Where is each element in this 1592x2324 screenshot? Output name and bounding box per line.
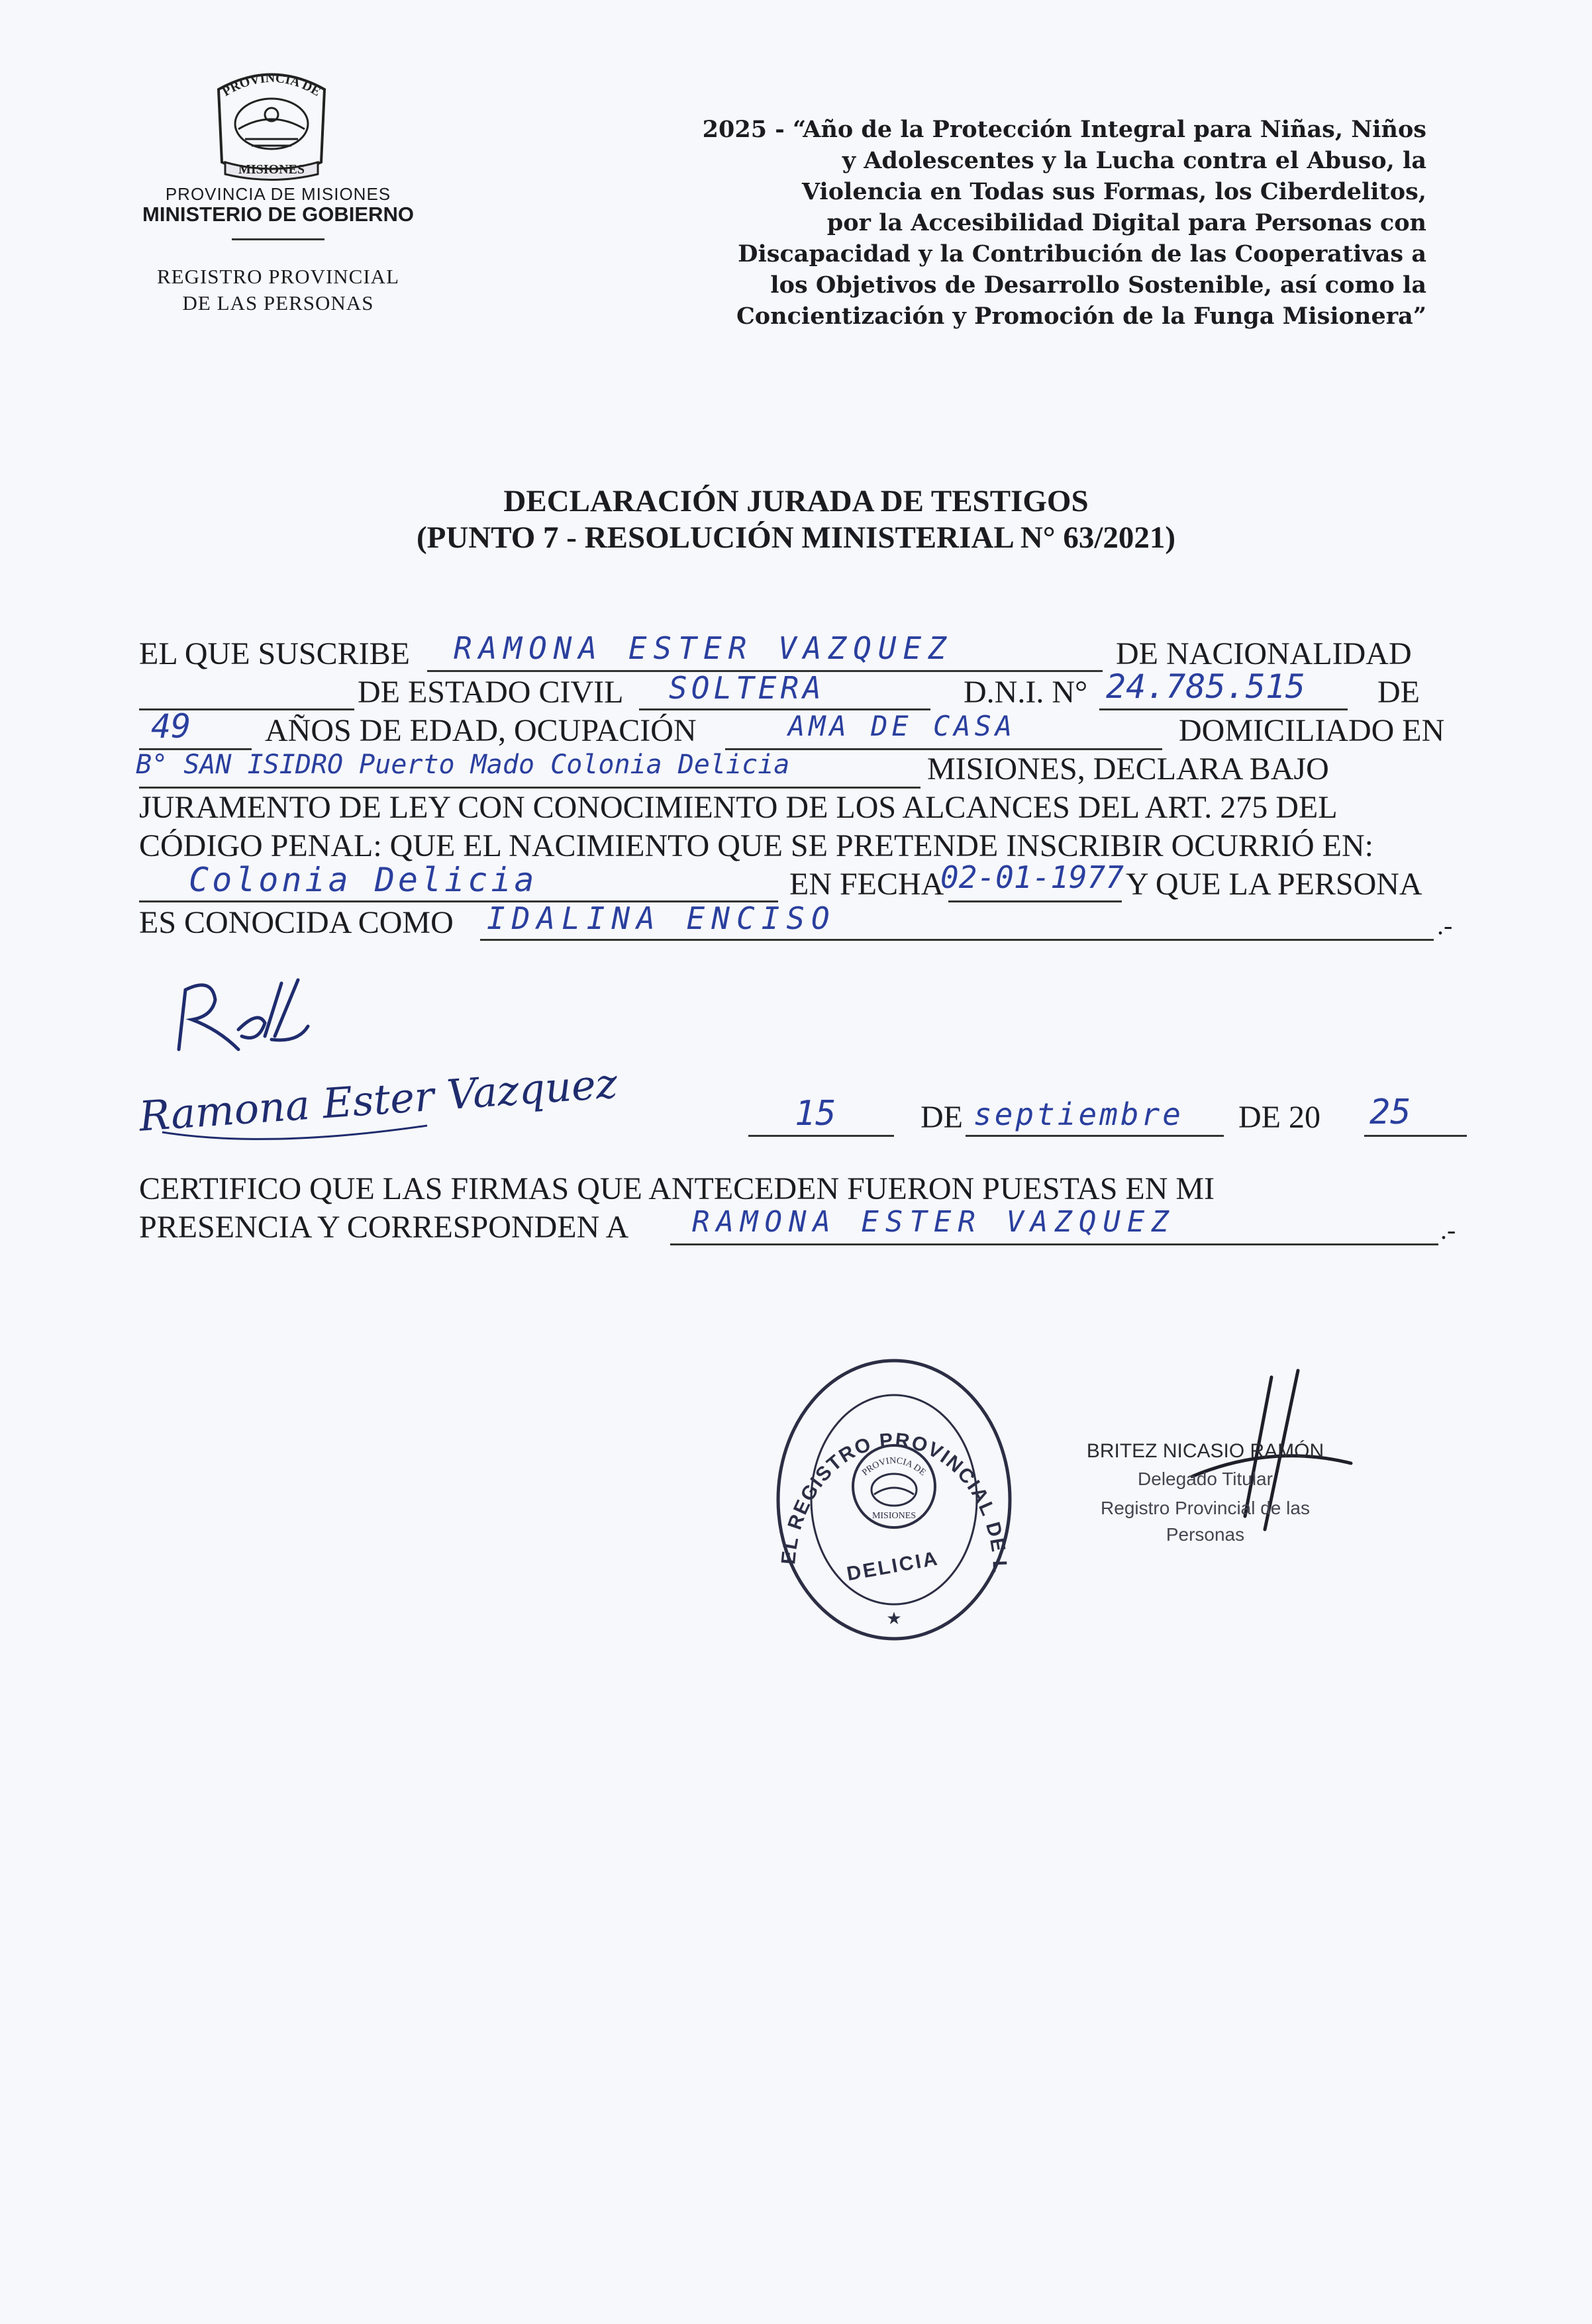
official-office-line2: Personas — [1166, 1524, 1245, 1545]
letterhead-divider — [232, 238, 324, 240]
motto-line: los Objetivos de Desarrollo Sostenible, así como la — [770, 271, 1426, 299]
registry-seal-stamp — [768, 1354, 1020, 1645]
motto-line: y Adolescentes y la Lucha contra el Abuso, la — [842, 147, 1426, 174]
label-date-de: DE — [920, 1100, 963, 1135]
motto-line: Discapacidad y la Contribución de las Cooperativas a — [738, 240, 1426, 267]
svg-text:PROVINCIA DE — [220, 71, 323, 99]
field-line-birthdate — [948, 900, 1122, 902]
handwritten-certified-name: RAMONA ESTER VAZQUEZ — [692, 1205, 1175, 1239]
handwritten-name: RAMONA ESTER VAZQUEZ — [454, 630, 953, 666]
official-role: Delegado Titular — [1138, 1469, 1273, 1489]
year-motto — [433, 114, 1426, 332]
province-crest — [199, 63, 344, 185]
field-line-day — [748, 1135, 894, 1137]
end-mark: .- — [1440, 1215, 1456, 1245]
label-en-fecha: EN FECHA — [789, 867, 944, 902]
text-codigo-penal: CÓDIGO PENAL: QUE EL NACIMIENTO QUE SE PRETENDE INSCRIBIR OCURRIÓ EN: — [139, 828, 1373, 863]
handwritten-address: B° SAN ISIDRO Puerto Mado Colonia Delicia — [136, 750, 790, 780]
handwritten-known-as: IDALINA ENCISO — [487, 900, 836, 936]
label-domiciliado: DOMICILIADO EN — [1179, 713, 1445, 748]
handwritten-month: septiembre — [973, 1096, 1183, 1132]
stamp-star-icon: ★ — [886, 1609, 902, 1629]
handwritten-birthplace: Colonia Delicia — [189, 861, 538, 899]
handwritten-day: 15 — [795, 1094, 836, 1134]
text-certifico: CERTIFICO QUE LAS FIRMAS QUE ANTECEDEN FUERON PUESTAS EN MI — [139, 1171, 1215, 1206]
stamp-inner-top-text: PROVINCIA DE — [860, 1455, 928, 1478]
field-line-address — [139, 787, 920, 789]
official-office-line1: Registro Provincial de las — [1101, 1498, 1310, 1518]
handwritten-dni: 24.785.515 — [1106, 667, 1306, 706]
field-line-year — [1364, 1135, 1467, 1137]
label-misiones-declara: MISIONES, DECLARA BAJO — [927, 751, 1329, 787]
declarant-initials-signature — [166, 970, 318, 1063]
declarant-signature — [136, 1059, 619, 1159]
label-de: DE — [1377, 675, 1420, 710]
label-nacionalidad: DE NACIONALIDAD — [1116, 636, 1412, 671]
field-line-certified-name — [670, 1243, 1438, 1245]
crest-top-text: PROVINCIA DE — [220, 70, 323, 99]
field-line-dni — [1099, 708, 1348, 710]
province-label: PROVINCIA DE MISIONES — [165, 184, 391, 204]
label-conocida-como: ES CONOCIDA COMO — [139, 905, 454, 940]
motto-line: Violencia en Todas sus Formas, los Ciberdelitos, — [801, 178, 1426, 205]
registry-label-line1: REGISTRO PROVINCIAL — [156, 265, 400, 288]
signature-text: Ramona Ester Vazquez — [137, 1059, 619, 1141]
motto-line: 2025 - “Año de la Protección Integral para Niñas, Niños — [702, 116, 1426, 143]
handwritten-year: 25 — [1369, 1092, 1411, 1132]
document-title: DECLARACIÓN JURADA DE TESTIGOS — [503, 484, 1089, 518]
field-line-occupation — [725, 748, 1162, 750]
motto-line: por la Accesibilidad Digital para Personas con — [826, 209, 1426, 236]
handwritten-age: 49 — [151, 707, 191, 746]
stamp-locality: DELICIA — [845, 1547, 941, 1586]
handwritten-occupation: AMA DE CASA — [788, 710, 1017, 742]
label-edad-ocupacion: AÑOS DE EDAD, OCUPACIÓN — [265, 713, 697, 748]
text-juramento: JURAMENTO DE LEY CON CONOCIMIENTO DE LOS ALCANCES DEL ART. 275 DEL — [139, 790, 1338, 825]
stamp-outer-text: EL REGISTRO PROVINCIAL DE L — [777, 1429, 1011, 1574]
label-corresponden: PRESENCIA Y CORRESPONDEN A — [139, 1210, 629, 1245]
end-mark: .- — [1437, 910, 1453, 940]
document-subtitle: (PUNTO 7 - RESOLUCIÓN MINISTERIAL N° 63/2021) — [416, 520, 1176, 555]
label-dni: D.N.I. N° — [964, 675, 1088, 710]
motto-line: Concientización y Promoción de la Funga Misionera” — [736, 303, 1426, 330]
crest-bottom-text: MISIONES — [238, 162, 305, 177]
registry-label-line2: DE LAS PERSONAS — [182, 291, 374, 315]
label-year-prefix: DE 20 — [1238, 1100, 1320, 1135]
label-suscribe: EL QUE SUSCRIBE — [139, 636, 410, 671]
field-line-month — [966, 1135, 1224, 1137]
ministry-label: MINISTERIO DE GOBIERNO — [142, 203, 414, 226]
handwritten-civil-status: SOLTERA — [669, 670, 825, 706]
label-persona: Y QUE LA PERSONA — [1126, 867, 1422, 902]
stamp-inner-bottom-text: MISIONES — [871, 1511, 917, 1521]
label-estado-civil: DE ESTADO CIVIL — [358, 675, 624, 710]
official-name: BRITEZ NICASIO RAMÓN — [1086, 1440, 1324, 1462]
field-line-known-as — [480, 939, 1434, 941]
handwritten-birthdate: 02-01-1977 — [940, 859, 1124, 895]
